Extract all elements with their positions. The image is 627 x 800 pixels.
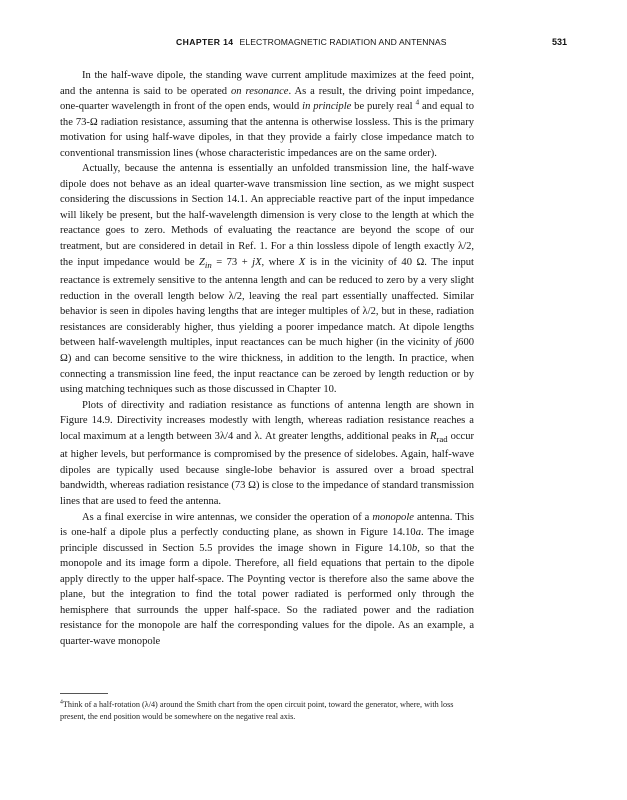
page-number: 531 [551, 37, 567, 47]
footnote-rule [60, 693, 108, 694]
paragraph: Plots of directivity and radiation resistance as functions of antenna length are shown in Figure 14.9. Directivity increases modestly with length, whereas radiation resistance reaches a local maximum at a length between 3λ/4 and λ. At greater lengths, additional peaks in $R_{rad}$ occur at higher levels, but performance is compromised by the presence of sidelobes. Again, half-wave dipoles are typically used because single-lobe behavior is assured over a broad spectral bandwidth, whereas radiation resistance (73 Ω) is close to the impedance of standard transmission lines that are used to feed the antenna. [60, 399, 474, 507]
paragraph: Actually, because the antenna is essentially an unfolded transmission line, the half-wave dipole does not behave as an ideal quarter-wave transmission line section, as we might suspect considering the discussions in Section 14.1. An appreciable reactive part of the input impedance will likely be present, but the half-wavelength dimension is very close to the length at which the reactance goes to zero. Methods of evaluating the reactance are beyond the scope of our treatment, but are considered in detail in Ref. 1. For a thin lossless dipole of length exactly λ/2, the input impedance would be $Z_{in} = 73$ + jX, where X is in the vicinity of 40 Ω. The input reactance is extremely sensitive to the antenna length and can be reduced to zero by a very slight reduction in the overall length below λ/2, leaving the real part essentially unaffected. Similar behavior is seen in dipoles having lengths that are integer multiples of λ/2, but in these, radiation resistances are considerably higher, thus yielding a poorer impedance match. At dipole lengths between half-wavelength multiples, input reactances can be much higher (in the vicinity of j600 Ω) and can become sensitive to the wire thickness, in addition to the length. In practice, when connecting a transmission line feed, the input reactance can be zeroed by length reduction or by using matching techniques such as those discussed in Chapter 10. [60, 163, 474, 396]
paragraph: In the half-wave dipole, the standing wave current amplitude maximizes at the feed point, and the antenna is said to be operated on resonance. As a result, the driving point impedance, one-quarter wavelength in front of the open ends, would in principle be purely real $^4$ and equal to the 73-Ω radiation resistance, assuming that the antenna is otherwise lossless. This is the primary motivation for using half-wave dipoles, in that they provide a fairly close impedance match to conventional transmission lines (whose characteristic impedances are on the same order). [60, 70, 474, 159]
chapter-title: ELECTROMAGNETIC RADIATION AND ANTENNAS [239, 37, 447, 47]
chapter-label: CHAPTER 14 [176, 37, 234, 47]
footnote: $^4$Think of a half-rotation (λ/4) around the Smith chart from the open circuit point, toward the generator, where, with loss present, the end position would be somewhere on the negative real axis. [60, 699, 454, 721]
running-header [176, 37, 567, 47]
paragraph: As a final exercise in wire antennas, we consider the operation of a monopole antenna. This is one-half a dipole plus a perfectly conducting plane, as shown in Figure 14.10a. The image principle discussed in Section 5.5 provides the image shown in Figure 14.10b, so that the monopole and its image form a dipole. Therefore, all field equations that pertain to the dipole apply directly to the upper half-space. The Poynting vector is therefore also the same above the plane, but the integration to find the total power radiated is performed only through the hemisphere that surrounds the upper half-space. So the radiated power and the radiation resistance for the monopole are half the corresponding values for the dipole. As an example, a quarter-wave monopole [60, 511, 475, 647]
body-text [60, 68, 474, 649]
